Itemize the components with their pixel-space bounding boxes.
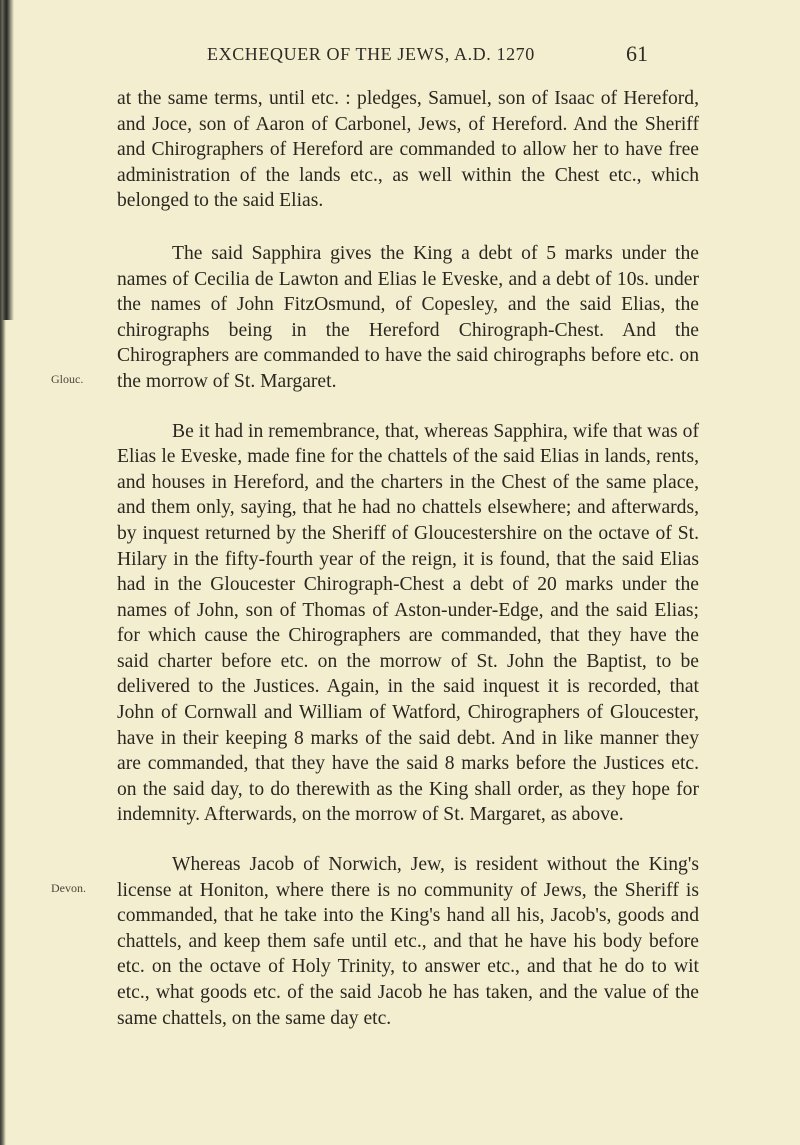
body-text xyxy=(117,86,699,1031)
paragraph-3: Be it had in remembrance, that, whereas Sapphira, wife that was of Elias le Eveske, made fine for the chattels of the said Elias in lands, rents, and houses in Hereford, and the charters in the Chest of the same place, and them only, saying, that he had no chattels elsewhere; and afterwards, by inquest returned by the Sheriff of Gloucestershire on the octave of St. Hilary in the fifty-fourth year of the reign, it is found, that the said Elias had in the Gloucester Chirograph-Chest a debt of 20 marks under the names of John, son of Thomas of Aston-under-Edge, and the said Elias; for which cause the Chirographers are commanded, that they have the said charter before etc. on the morrow of St. John the Baptist, to be delivered to the Justices. Again, in the said inquest it is recorded, that John of Cornwall and William of Watford, Chirographers of Gloucester, have in their keeping 8 marks of the said debt. And in like manner they are commanded, that they have the said 8 marks before the Justices etc. on the said day, to do therewith as the King shall order, as they hope for indemnity. Afterwards, on the morrow of St. Margaret, as above. xyxy=(117,420,699,826)
paragraph-2: The said Sapphira gives the King a debt of 5 marks under the names of Cecilia de Lawton and Elias le Eveske, and a debt of 10s. under the names of John FitzOsmund, of Copesley, and the said Elias, the chirographs being in the Hereford Chirograph-Chest. And the Chirographers are commanded to have the said chirographs before etc. on the morrow of St. Margaret. xyxy=(117,242,699,392)
running-head xyxy=(0,41,800,74)
binding-shadow xyxy=(0,0,6,1145)
running-title: EXCHEQUER OF THE JEWS, A.D. 1270 xyxy=(207,44,535,64)
page-number: 61 xyxy=(626,41,648,66)
paragraph-4: Whereas Jacob of Norwich, Jew, is resident without the King's license at Honiton, where there is no community of Jews, the Sheriff is commanded, that he take into the King's hand all his, Jacob's, goods and chattels, and keep them safe until etc., and that he have his body before etc. on the octave of Holy Trinity, to answer etc., and that he do to wit etc., what goods etc. of the said Jacob he has taken, and the value of the same chattels, on the same day etc. xyxy=(117,854,699,1029)
margin-note-devon: Devon. xyxy=(51,881,86,895)
margin-note-glouc: Glouc. xyxy=(51,372,84,386)
paragraph-1: at the same terms, until etc. : pledges, Samuel, son of Isaac of Hereford, and Joce, son of Aaron of Carbonel, Jews, of Hereford. And the Sheriff and Chirographers of Hereford are commanded to allow her to have free administration of the lands etc., as well within the Chest etc., which belonged to the said Elias. xyxy=(117,88,699,212)
